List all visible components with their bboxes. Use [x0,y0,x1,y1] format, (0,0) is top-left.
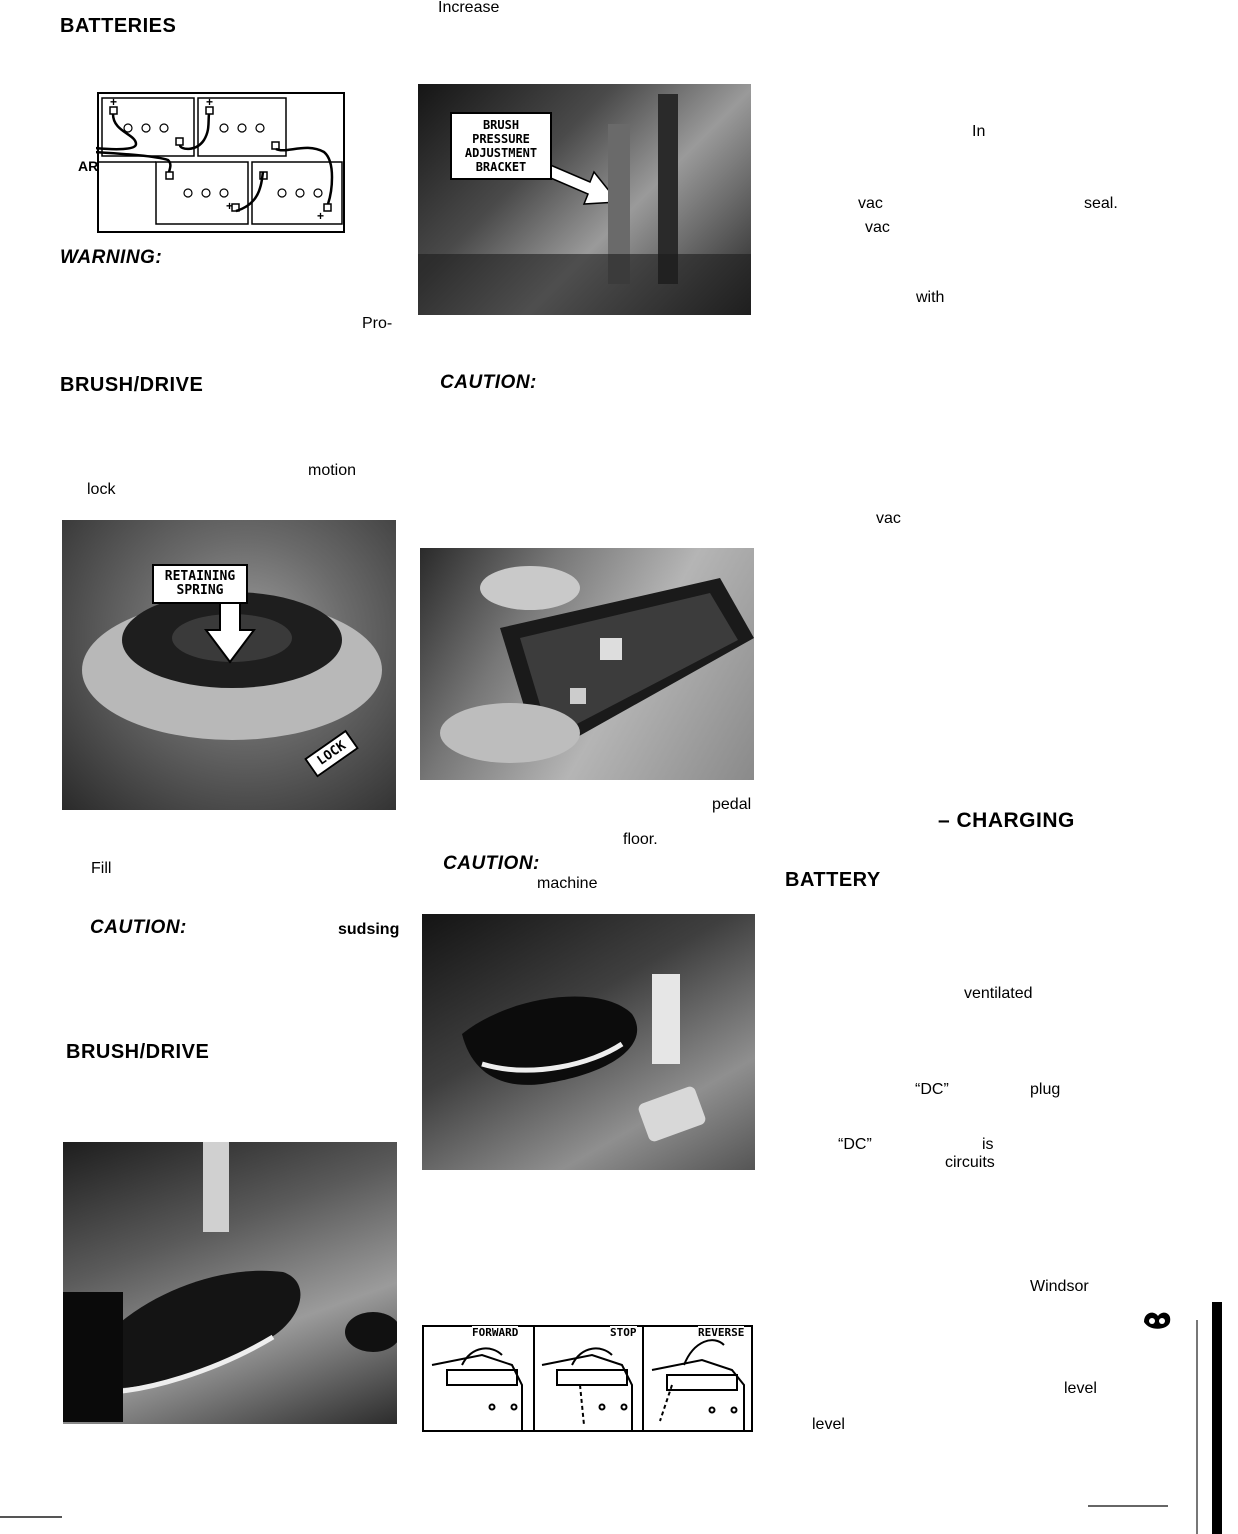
callout-line: RETAINING [164,569,236,584]
word-fill: Fill [91,860,112,877]
word-lock: lock [87,481,116,498]
word-vac: vac [858,195,883,212]
control-panel-icon [420,548,754,780]
word-ventilated: ventilated [964,985,1033,1002]
brush-pressure-photo [418,84,751,315]
callout-line: PRESSURE [472,132,530,146]
caution-label-2: CAUTION: [443,853,540,874]
scan-mark [0,1516,62,1518]
windsor-logo-icon [1140,1308,1174,1334]
word-dc: “DC” [838,1136,872,1153]
word-machine: machine [537,875,598,892]
word-in: In [972,123,986,140]
word-is: is [982,1136,994,1153]
svg-text:+: + [110,95,118,109]
reverse-label: REVERSE [698,1326,745,1339]
word-with: with [916,289,945,306]
word-level: level [1064,1380,1097,1397]
heading-charging: – CHARGING [938,809,1075,832]
heading-brush-drive-2: BRUSH/DRIVE [66,1041,210,1063]
page-edge-bar [1212,1302,1222,1534]
pedal-direction-icon [422,1325,753,1432]
word-sudsing: sudsing [338,921,400,938]
word-floor: floor. [623,831,658,848]
retaining-spring-photo [62,520,396,810]
word-seal: seal. [1084,195,1118,212]
lock-stamp: LOCK [304,729,359,777]
scan-mark [1088,1505,1168,1507]
heading-batteries: BATTERIES [60,15,177,37]
pedal-direction-diagram [422,1325,753,1432]
word-increase: Increase [438,0,500,16]
svg-text:+: + [206,95,214,109]
retaining-spring-callout [152,564,248,604]
battery-ar-label: AR [78,158,99,174]
warning-label: WARNING: [60,247,163,268]
battery-wiring-diagram [78,92,346,234]
word-motion: motion [308,462,357,479]
stop-label: STOP [610,1326,637,1339]
word-pro: Pro- [362,315,393,332]
word-windsor: Windsor [1030,1278,1089,1295]
brush-drive-photo [63,1142,397,1424]
caution-label: CAUTION: [440,372,537,393]
heading-battery: BATTERY [785,869,881,891]
svg-text:+: + [317,209,325,223]
shoe-on-brush-icon [63,1142,397,1424]
word-level: level [812,1416,845,1433]
word-vac: vac [876,510,901,527]
callout-line: ADJUSTMENT [464,146,538,160]
word-dc: “DC” [915,1081,949,1098]
forward-label: FORWARD [472,1326,519,1339]
foot-pedal-photo [422,914,755,1170]
shoe-on-pedal-icon [422,914,755,1170]
page-edge-line [1196,1320,1198,1534]
brush-pressure-callout [450,112,552,180]
control-panel-photo [420,548,754,780]
svg-text:+: + [226,199,234,213]
heading-brush-drive: BRUSH/DRIVE [60,374,204,396]
word-plug: plug [1030,1081,1061,1098]
callout-line: BRACKET [475,160,527,174]
word-pedal: pedal [712,796,752,813]
callout-line: SPRING [176,583,224,598]
word-circuits: circuits [945,1154,995,1171]
caution-label-3: CAUTION: [90,917,187,938]
callout-line: BRUSH [482,118,520,132]
word-vac: vac [865,219,890,236]
